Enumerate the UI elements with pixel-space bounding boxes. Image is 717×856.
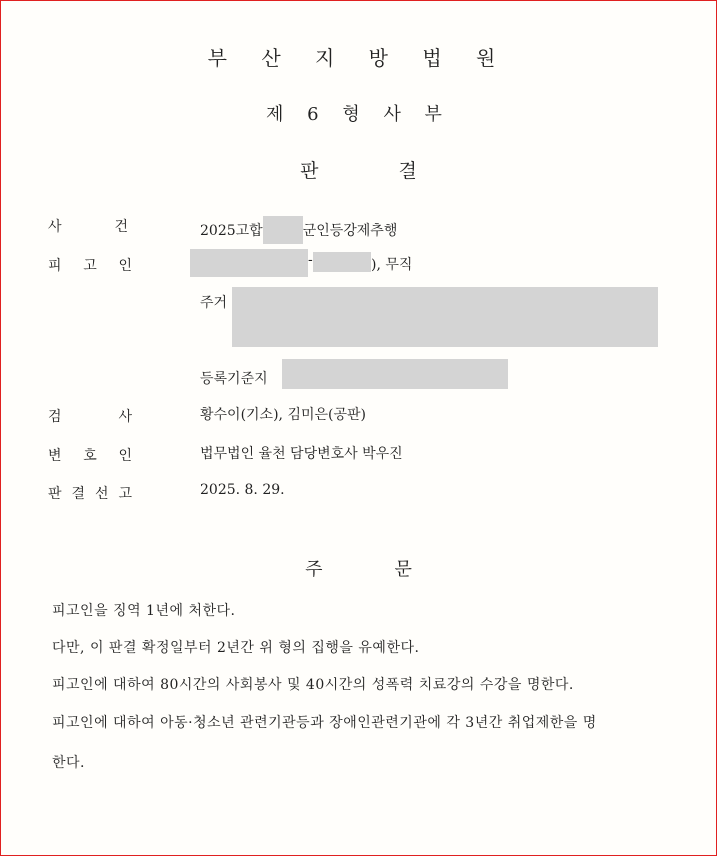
case-number-prefix: 2025고합: [200, 223, 263, 239]
order-line: 피고인에 대하여 80시간의 사회봉사 및 40시간의 성폭력 치료강의 수강을 명한다.: [52, 677, 574, 693]
counsel-value: 법무법인 율천 담당변호사 박우진: [200, 446, 403, 462]
label-char: 결: [71, 486, 86, 502]
label-char: 판: [48, 486, 62, 502]
prosecutor-value: 황수이(기소), 김미은(공판): [200, 407, 366, 423]
order-title-char: 문: [394, 559, 412, 580]
defendant-occupation: ), 무직: [371, 257, 413, 273]
doc-type-char: 결: [398, 160, 417, 182]
address-label: 주거: [200, 295, 228, 311]
registry-label: 등록기준지: [200, 371, 268, 387]
order-line: 피고인에 대하여 아동·청소년 관련기관등과 장애인관련기관에 각 3년간 취업제한을 명: [52, 715, 597, 731]
label-char: 고: [118, 486, 132, 502]
label-char: 인: [118, 448, 132, 464]
doc-type-char: 판: [300, 160, 319, 182]
order-line: 피고인을 징역 1년에 처한다.: [52, 603, 236, 619]
redaction-dash: -: [308, 252, 313, 268]
label-char: 인: [118, 258, 132, 274]
court-name: 부 산 지 방 법 원: [207, 46, 510, 70]
label-char: 호: [83, 448, 97, 464]
label-char: 검: [48, 409, 62, 425]
order-line: 한다.: [52, 755, 85, 771]
judgment-date: 2025. 8. 29.: [200, 482, 285, 498]
order-title-char: 주: [305, 559, 323, 580]
label-char: 사: [48, 219, 62, 235]
label-char: 고: [83, 258, 97, 274]
department: 제 6 형 사 부: [266, 104, 451, 125]
case-title: 군인등강제추행: [302, 223, 398, 239]
label-char: 피: [48, 258, 62, 274]
label-char: 선: [94, 486, 109, 502]
label-char: 사: [118, 409, 132, 425]
label-char: 변: [48, 448, 62, 464]
order-line: 다만, 이 판결 확정일부터 2년간 위 형의 집행을 유예한다.: [52, 640, 420, 656]
label-char: 건: [114, 219, 128, 235]
